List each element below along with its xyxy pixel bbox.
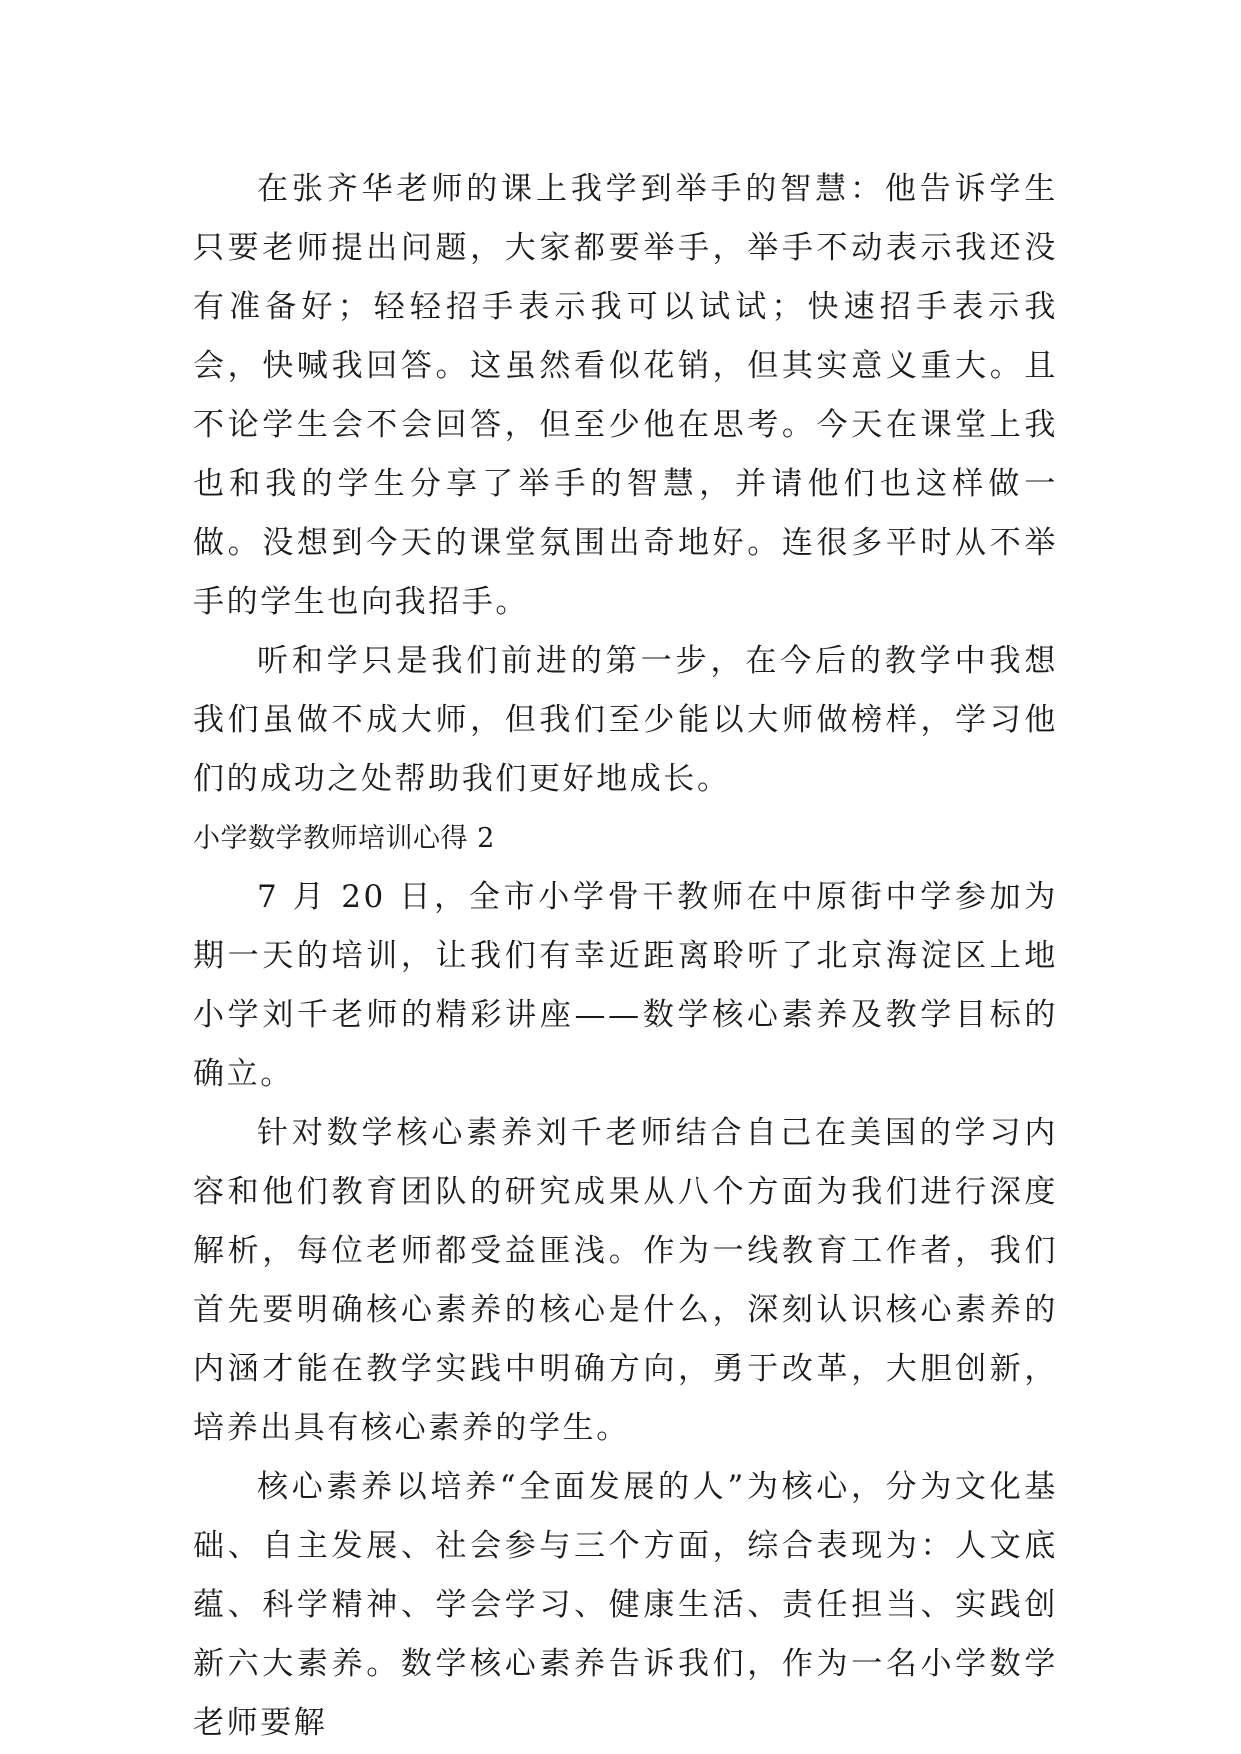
paragraph-learn-from-masters: 听和学只是我们前进的第一步，在今后的教学中我想我们虽做不成大师，但我们至少能以大师做榜样，学习他们的成功之处帮助我们更好地成长。: [193, 643, 1058, 797]
paragraph-raise-hand-wisdom: 在张齐华老师的课上我学到举手的智慧：他告诉学生只要老师提出问题，大家都要举手，举手不动表示我还没有准备好；轻轻招手表示我可以试试；快速招手表示我会，快喊我回答。这虽然看似花销，但其实意义重大。且不论学生会不会回答，但至少他在思考。今天在课堂上我也和我的学生分享了举手的智慧，并请他们也这样做一做。没想到今天的课堂氛围出奇地好。连很多平时从不举手的学生也向我招手。: [193, 171, 1058, 620]
section-heading: 小学数学教师培训心得 2: [193, 823, 495, 854]
document-body: [193, 160, 1058, 1753]
paragraph-core-literacy-definition: 核心素养以培养“全面发展的人”为核心，分为文化基础、自主发展、社会参与三个方面，综合表现为：人文底蕴、科学精神、学会学习、健康生活、责任担当、实践创新六大素养。数学核心素养告诉我们，作为一名小学数学老师要解: [193, 1469, 1058, 1741]
paragraph-core-literacy-analysis: 针对数学核心素养刘千老师结合自己在美国的学习内容和他们教育团队的研究成果从八个方面为我们进行深度解析，每位老师都受益匪浅。作为一线教育工作者，我们首先要明确核心素养的核心是什么，深刻认识核心素养的内涵才能在教学实践中明确方向，勇于改革，大胆创新，培养出具有核心素养的学生。: [193, 1115, 1058, 1446]
paragraph-training-date: 7 月 20 日，全市小学骨干教师在中原街中学参加为期一天的培训，让我们有幸近距离聆听了北京海淀区上地小学刘千老师的精彩讲座——数学核心素养及教学目标的确立。: [193, 879, 1058, 1092]
